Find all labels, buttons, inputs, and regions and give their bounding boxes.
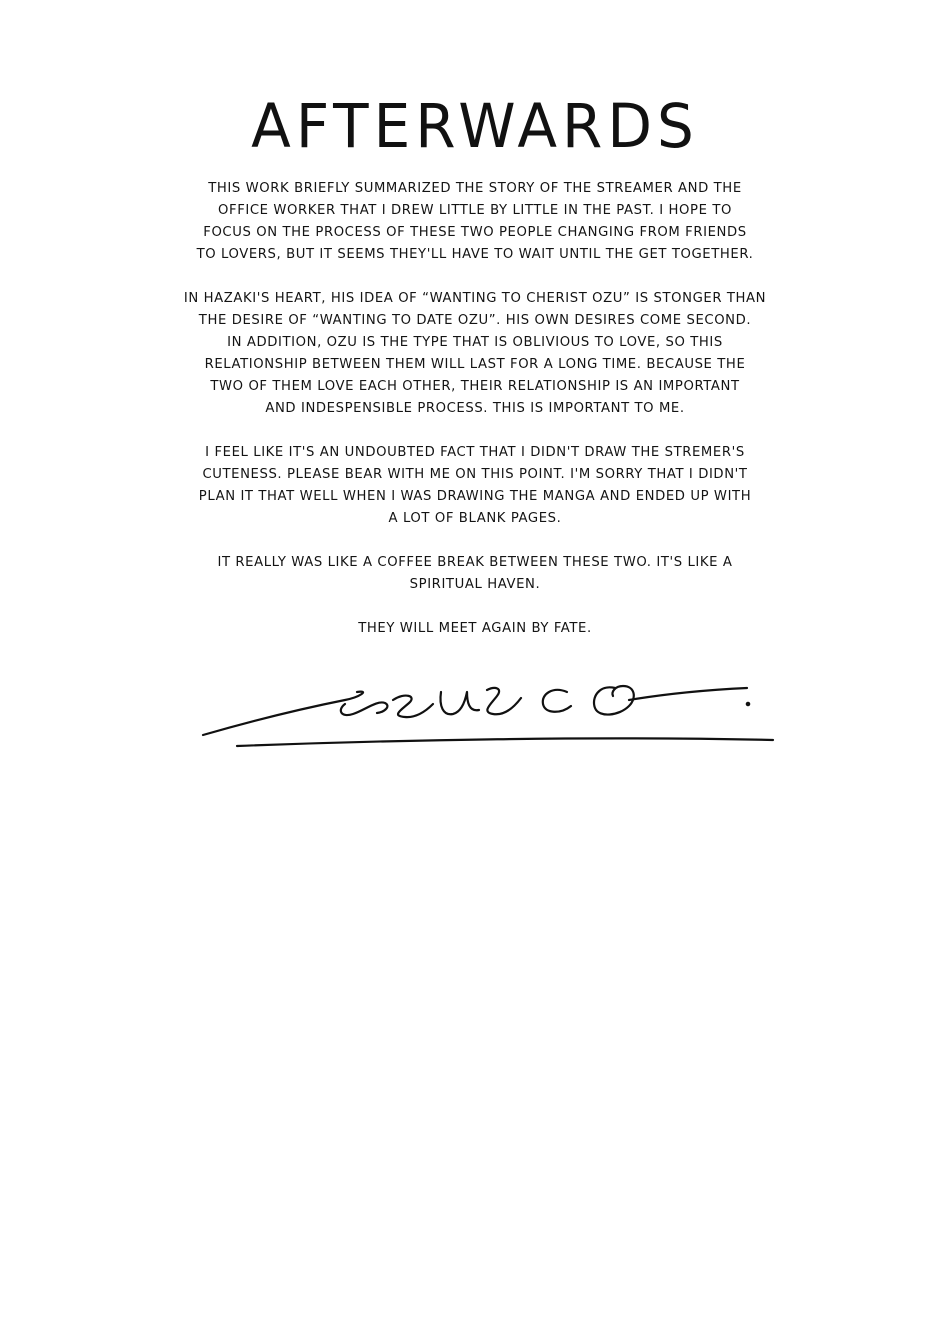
text-line: RELATIONSHIP BETWEEN THEM WILL LAST FOR A LONG TIME. BECAUSE THE [204,357,746,372]
text-line: PLAN IT THAT WELL WHEN I WAS DRAWING THE MANGA AND ENDED UP WITH [198,489,752,504]
text-line: THIS WORK BRIEFLY SUMMARIZED THE STORY OF THE STREAMER AND THE [208,181,742,196]
text-line: THE DESIRE OF “WANTING TO DATE OZU”. HIS OWN DESIRES COME SECOND. [198,313,752,328]
paragraph-5 [175,618,775,640]
text-line: A LOT OF BLANK PAGES. [388,511,562,526]
afterword-body [175,178,775,662]
text-line: OFFICE WORKER THAT I DREW LITTLE BY LITTLE IN THE PAST. I HOPE TO [218,203,732,218]
text-line: I FEEL LIKE IT'S AN UNDOUBTED FACT THAT I DIDN'T DRAW THE STREMER'S [205,445,745,460]
text-line: IN HAZAKI'S HEART, HIS IDEA OF “WANTING TO CHERIST OZU” IS STONGER THAN [183,291,767,306]
text-line: TO LOVERS, BUT IT SEEMS THEY'LL HAVE TO WAIT UNTIL THE GET TOGETHER. [196,247,754,262]
signature-icon [195,670,785,760]
text-line: SPIRITUAL HAVEN. [409,577,541,592]
paragraph-3 [175,442,775,530]
text-line: THEY WILL MEET AGAIN BY FATE. [358,621,592,636]
paragraph-4 [175,552,775,596]
text-line: IN ADDITION, OZU IS THE TYPE THAT IS OBLIVIOUS TO LOVE, SO THIS [227,335,723,350]
text-line: FOCUS ON THE PROCESS OF THESE TWO PEOPLE CHANGING FROM FRIENDS [203,225,747,240]
text-line: TWO OF THEM LOVE EACH OTHER, THEIR RELATIONSHIP IS AN IMPORTANT [210,379,740,394]
text-line: CUTENESS. PLEASE BEAR WITH ME ON THIS POINT. I'M SORRY THAT I DIDN'T [202,467,748,482]
text-line: AND INDESPENSIBLE PROCESS. THIS IS IMPORTANT TO ME. [265,401,685,416]
paragraph-1 [175,178,775,266]
text-line: IT REALLY WAS LIKE A COFFEE BREAK BETWEEN THESE TWO. IT'S LIKE A [217,555,733,570]
page-title: AFTERWARDS [251,90,699,162]
paragraph-2 [175,288,775,420]
